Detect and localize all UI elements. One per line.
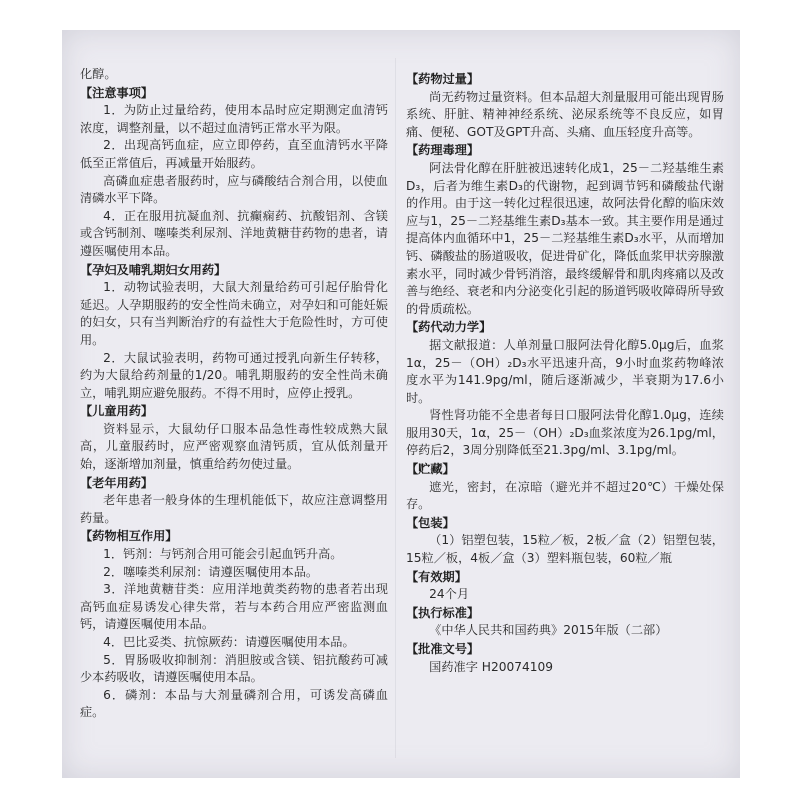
elderly-text: 老年患者一般身体的生理机能低下，故应注意调整用药量。 — [80, 493, 388, 525]
standard-section — [406, 605, 724, 640]
storage-heading: 【贮藏】 — [406, 462, 455, 477]
package-section — [406, 515, 724, 568]
right-column — [406, 70, 724, 676]
pharmacokinetics-item: 据文献报道：人单剂量口服阿法骨化醇5.0μg后，血浆1α，25－（OH）₂D₃水平迅速升高，9小时血浆药物峰浓度水平为141.9pg/ml，随后逐渐减少，半衰期为17.6小时。 — [406, 337, 724, 405]
precaution-item: 高磷血症患者服药时，应与磷酸结合剂合用，以使血清磷水平下降。 — [80, 173, 388, 206]
intro-fragment: 化醇。 — [80, 67, 117, 81]
package-insert-sheet — [62, 30, 740, 778]
pharmacokinetics-item: 肾性肾功能不全患者每日口服阿法骨化醇1.0μg，连续服用30天，1α，25－（OH）₂D₃血浆浓度为26.1pg/ml，停药后2，3周分别降低至21.3pg/ml、3.1pg/ml。 — [406, 408, 724, 458]
pharmacokinetics-section — [406, 319, 724, 460]
overdose-section — [406, 71, 724, 141]
package-heading: 【包装】 — [406, 515, 455, 530]
validity-text: 24个月 — [429, 587, 470, 602]
toxicology-section — [406, 142, 724, 318]
pregnancy-section — [80, 262, 388, 403]
validity-heading: 【有效期】 — [406, 569, 467, 584]
interaction-item: 5．胃肠吸收抑制剂：消胆胺或含镁、铝抗酸药可减少本药吸收，请遵医嘱使用本品。 — [80, 652, 388, 685]
pharmacokinetics-heading: 【药代动力学】 — [406, 320, 492, 335]
package-text: （1）铝塑包装，15粒／板，2板／盒（2）铝塑包装，15粒／板，4板／盒（3）塑料瓶包装，60粒／瓶 — [406, 533, 724, 566]
elderly-heading: 【老年用药】 — [80, 475, 154, 490]
interaction-item: 3．洋地黄糖苷类：应用洋地黄类药物的患者若出现高钙血症易诱发心律失常，若与本药合用应严密监测血钙，请遵医嘱使用本品。 — [80, 582, 388, 632]
approval-section — [406, 641, 724, 676]
precautions-section — [80, 85, 388, 261]
precaution-item: 1．为防止过量给药，使用本品时应定期测定血清钙浓度，调整剂量，以不超过血清钙正常水平为限。 — [80, 103, 388, 135]
precaution-item: 2．出现高钙血症，应立即停药，直至血清钙水平降低至正常值后，再减量开始服药。 — [80, 138, 388, 170]
elderly-section — [80, 475, 388, 528]
toxicology-heading: 【药理毒理】 — [406, 143, 480, 158]
interactions-section — [80, 528, 388, 722]
interaction-item: 4．巴比妥类、抗惊厥药：请遵医嘱使用本品。 — [103, 635, 355, 649]
column-divider — [395, 58, 396, 758]
interaction-item: 6．磷剂：本品与大剂量磷剂合用，可诱发高磷血症。 — [80, 687, 388, 720]
standard-heading: 【执行标准】 — [406, 605, 480, 620]
storage-text: 遮光，密封，在凉暗（避光并不超过20℃）干燥处保存。 — [406, 479, 724, 512]
precautions-heading: 【注意事项】 — [80, 85, 154, 100]
storage-section — [406, 461, 724, 514]
overdose-heading: 【药物过量】 — [406, 72, 480, 86]
children-section — [80, 403, 388, 473]
children-text: 资料显示，大鼠幼仔口服本品急性毒性较成熟大鼠高，儿童服药时，应严密观察血清钙质，宜从低剂量开始，逐渐增加剂量，慎重给药勿使过量。 — [80, 421, 388, 472]
children-heading: 【儿童用药】 — [80, 404, 154, 419]
standard-text: 《中华人民共和国药典》2015年版（二部） — [429, 623, 668, 638]
validity-section — [406, 569, 724, 604]
interaction-item: 1．钙剂：与钙剂合用可能会引起血钙升高。 — [103, 547, 343, 562]
pregnancy-item: 2．大鼠试验表明，药物可通过授乳向新生仔转移，约为大鼠给药剂量的1/20。哺乳期服药的安全性尚未确立，哺乳期应避免服药。不得不用时，应停止授乳。 — [80, 350, 388, 400]
precaution-item: 4．正在服用抗凝血剂、抗癫痫药、抗酸铝剂、含镁或含钙制剂、噻嗪类利尿剂、洋地黄糖苷药物的患者，请遵医嘱使用本品。 — [80, 208, 388, 258]
pregnancy-heading: 【孕妇及哺乳期妇女用药】 — [80, 262, 227, 277]
toxicology-text: 阿法骨化醇在肝脏被迅速转化成1，25－二羟基维生素D₃，后者为维生素D₃的代谢物，起到调节钙和磷酸盐代谢的作用。由于这一转化过程很迅速，故阿法骨化醇的临床效应与1，25－二羟基维生素D₃基本一致。其主要作用是通过提高体内血循环中1，25－二羟基维生素D₃水平，从而增加钙、磷酸盐的肠道吸收，促进骨矿化，降低血浆甲状旁腺激素水平，同时减少骨钙消溶，最终缓解骨和肌肉疼痛以及改善与绝经、衰老和内分泌变化引起的肠道钙吸收障碍所导致的骨质疏松。 — [406, 160, 724, 316]
interactions-heading: 【药物相互作用】 — [80, 529, 178, 544]
left-column — [80, 66, 388, 722]
approval-heading: 【批准文号】 — [406, 642, 480, 656]
pregnancy-item: 1．动物试验表明，大鼠大剂量给药可引起仔胎骨化延迟。人孕期服药的安全性尚未确立，对孕妇和可能妊娠的妇女，只有当判断治疗的有益性大于危险性时，方可使用。 — [80, 280, 388, 347]
approval-text: 国药准字 H20074109 — [429, 659, 553, 674]
overdose-text: 尚无药物过量资料。但本品超大剂量服用可能出现胃肠系统、肝脏、精神神经系统、泌尿系统等不良反应，如胃痛、便秘、GOT及GPT升高、头痛、血压轻度升高等。 — [406, 89, 724, 139]
interaction-item: 2．噻嗪类利尿剂：请遵医嘱使用本品。 — [103, 564, 319, 579]
